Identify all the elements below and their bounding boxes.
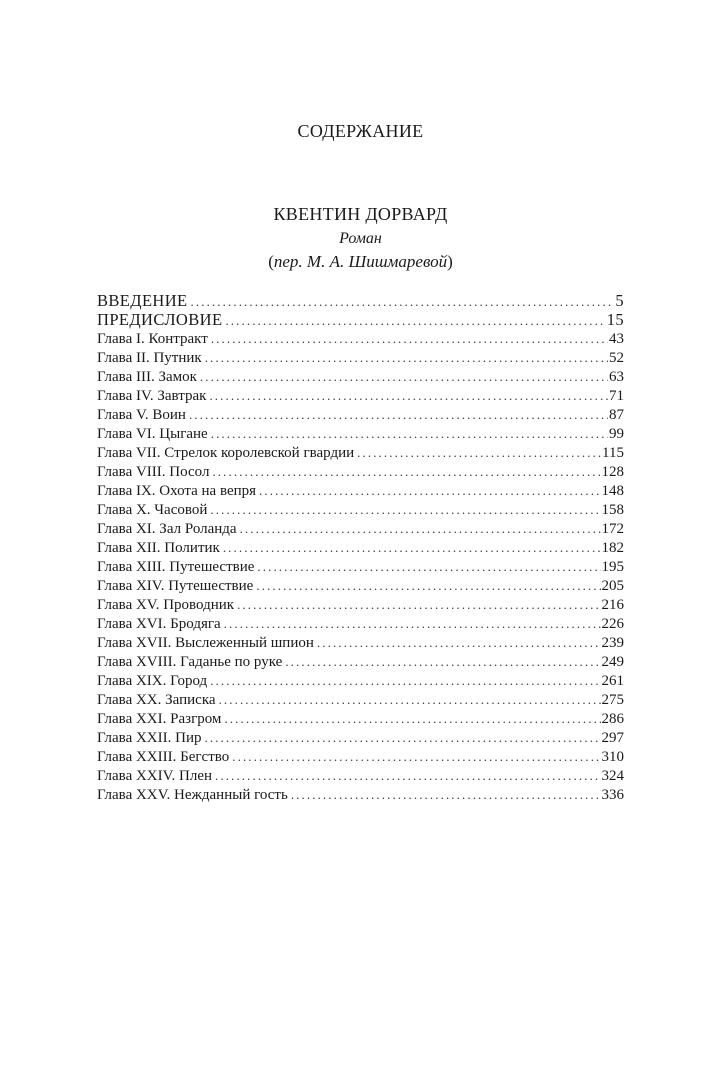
toc-entry-page: 71 xyxy=(609,388,624,404)
toc-dot-leader xyxy=(224,709,600,728)
toc-entry-label: Глава XII. Политик xyxy=(97,540,220,556)
toc-dot-leader xyxy=(209,386,608,405)
toc-entry-page: 205 xyxy=(601,578,624,594)
toc-entry[interactable] xyxy=(97,557,624,576)
toc-entry-label: Глава I. Контракт xyxy=(97,331,208,347)
toc-entry-page: 172 xyxy=(601,521,624,537)
toc-entry-page: 182 xyxy=(601,540,624,556)
toc-entry-page: 52 xyxy=(609,350,624,366)
toc-dot-leader xyxy=(205,348,608,367)
toc-entry[interactable] xyxy=(97,690,624,709)
toc-dot-leader xyxy=(212,462,600,481)
toc-entry-label: Глава XIX. Город xyxy=(97,673,208,689)
toc-entry-page: 336 xyxy=(601,787,624,803)
toc-entry-page: 297 xyxy=(601,730,624,746)
toc-entry[interactable] xyxy=(97,500,624,519)
table-of-contents xyxy=(97,291,624,804)
toc-dot-leader xyxy=(285,652,600,671)
toc-dot-leader xyxy=(357,443,601,462)
toc-dot-leader xyxy=(256,576,600,595)
toc-entry-page: 5 xyxy=(615,291,624,310)
toc-entry-label: Глава XI. Зал Роланда xyxy=(97,521,237,537)
toc-entry[interactable] xyxy=(97,785,624,804)
toc-entry-page: 239 xyxy=(601,635,624,651)
toc-entry-page: 216 xyxy=(601,597,624,613)
toc-entry-page: 15 xyxy=(606,310,624,329)
toc-entry[interactable] xyxy=(97,614,624,633)
toc-entry-label: Глава X. Часовой xyxy=(97,502,208,518)
toc-entry-label: Глава XIV. Путешествие xyxy=(97,578,254,594)
toc-entry-label: Глава XXIII. Бегство xyxy=(97,749,230,765)
toc-entry-label: Глава IV. Завтрак xyxy=(97,388,207,404)
toc-entry-page: 87 xyxy=(609,407,624,423)
toc-dot-leader xyxy=(223,538,601,557)
toc-entry-page: 158 xyxy=(601,502,624,518)
toc-dot-leader xyxy=(237,595,600,614)
toc-entry[interactable] xyxy=(97,424,624,443)
toc-entry-page: 195 xyxy=(601,559,624,575)
toc-entry[interactable] xyxy=(97,310,624,329)
toc-dot-leader xyxy=(205,728,601,747)
toc-entry[interactable] xyxy=(97,595,624,614)
toc-dot-leader xyxy=(219,690,601,709)
toc-entry-page: 286 xyxy=(601,711,624,727)
toc-dot-leader xyxy=(189,405,608,424)
toc-dot-leader xyxy=(211,329,608,348)
work-translator xyxy=(0,252,721,272)
toc-dot-leader xyxy=(224,614,601,633)
toc-entry[interactable] xyxy=(97,519,624,538)
toc-entry-label: Глава VII. Стрелок королевской гвардии xyxy=(97,445,355,461)
toc-dot-leader xyxy=(257,557,600,576)
work-title: КВЕНТИН ДОРВАРД xyxy=(273,204,448,224)
toc-entry[interactable] xyxy=(97,671,624,690)
toc-entry[interactable] xyxy=(97,538,624,557)
toc-dot-leader xyxy=(240,519,601,538)
toc-dot-leader xyxy=(232,747,600,766)
toc-entry-page: 115 xyxy=(602,445,624,461)
toc-entry-label: ПРЕДИСЛОВИЕ xyxy=(97,310,223,329)
toc-entry-label: Глава XV. Проводник xyxy=(97,597,235,613)
toc-entry[interactable] xyxy=(97,291,624,310)
toc-dot-leader xyxy=(225,311,605,330)
toc-entry-label: Глава XVI. Бродяга xyxy=(97,616,221,632)
toc-entry[interactable] xyxy=(97,462,624,481)
toc-dot-leader xyxy=(215,766,600,785)
toc-entry-page: 310 xyxy=(601,749,624,765)
toc-entry-page: 99 xyxy=(609,426,624,442)
toc-entry-label: Глава XVIII. Гаданье по руке xyxy=(97,654,283,670)
toc-entry-page: 249 xyxy=(601,654,624,670)
toc-dot-leader xyxy=(210,671,600,690)
toc-entry-label: ВВЕДЕНИЕ xyxy=(97,291,188,310)
toc-entry[interactable] xyxy=(97,481,624,500)
toc-entry-label: Глава XIII. Путешествие xyxy=(97,559,255,575)
toc-entry-page: 43 xyxy=(609,331,624,347)
toc-entry-page: 226 xyxy=(601,616,624,632)
toc-dot-leader xyxy=(317,633,601,652)
toc-entry-page: 324 xyxy=(601,768,624,784)
open-paren: ( xyxy=(268,252,274,271)
translator-text: пер. М. А. Шишмаревой xyxy=(273,252,448,271)
toc-entry-page: 63 xyxy=(609,369,624,385)
toc-entry-label: Глава IX. Охота на вепря xyxy=(97,483,257,499)
toc-entry[interactable] xyxy=(97,443,624,462)
toc-dot-leader xyxy=(210,500,600,519)
toc-entry[interactable] xyxy=(97,367,624,386)
toc-entry-label: Глава V. Воин xyxy=(97,407,186,423)
toc-entry-label: Глава VI. Цыгане xyxy=(97,426,208,442)
toc-entry[interactable] xyxy=(97,709,624,728)
toc-entry[interactable] xyxy=(97,329,624,348)
toc-dot-leader xyxy=(259,481,600,500)
toc-entry-label: Глава XXV. Нежданный гость xyxy=(97,787,288,803)
toc-entry-page: 261 xyxy=(601,673,624,689)
toc-entry[interactable] xyxy=(97,747,624,766)
toc-entry[interactable] xyxy=(97,386,624,405)
toc-entry[interactable] xyxy=(97,576,624,595)
toc-entry-label: Глава VIII. Посол xyxy=(97,464,210,480)
contents-title: СОДЕРЖАНИЕ xyxy=(297,121,424,141)
toc-entry-label: Глава III. Замок xyxy=(97,369,197,385)
toc-entry-label: Глава XVII. Выслеженный шпион xyxy=(97,635,314,651)
close-paren: ) xyxy=(447,252,453,271)
toc-dot-leader xyxy=(211,424,608,443)
toc-entry-label: Глава II. Путник xyxy=(97,350,202,366)
toc-dot-leader xyxy=(191,292,615,311)
toc-entry-label: Глава XX. Записка xyxy=(97,692,216,708)
toc-dot-leader xyxy=(200,367,608,386)
toc-dot-leader xyxy=(291,785,601,804)
work-genre: Роман xyxy=(339,230,382,247)
toc-entry-page: 148 xyxy=(601,483,624,499)
toc-entry[interactable] xyxy=(97,633,624,652)
toc-entry[interactable] xyxy=(97,728,624,747)
toc-entry[interactable] xyxy=(97,405,624,424)
toc-entry-label: Глава XXIV. Плен xyxy=(97,768,213,784)
toc-entry-label: Глава XXII. Пир xyxy=(97,730,202,746)
toc-entry[interactable] xyxy=(97,348,624,367)
toc-entry-label: Глава XXI. Разгром xyxy=(97,711,222,727)
toc-entry[interactable] xyxy=(97,766,624,785)
toc-entry-page: 128 xyxy=(601,464,624,480)
toc-entry[interactable] xyxy=(97,652,624,671)
toc-entry-page: 275 xyxy=(601,692,624,708)
